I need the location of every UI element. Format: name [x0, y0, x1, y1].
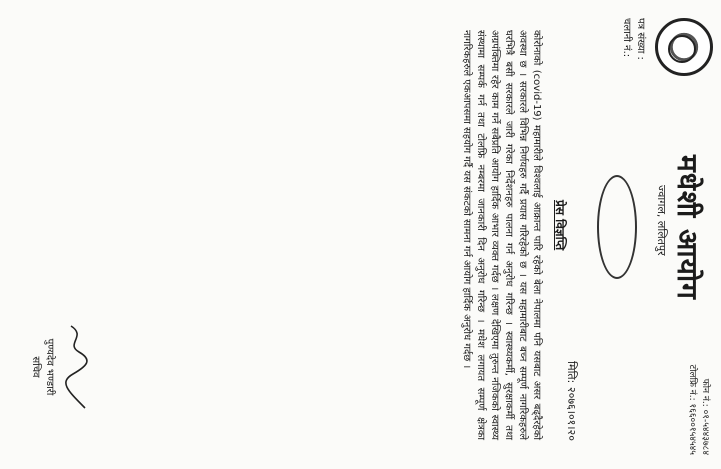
- office-stamp: [597, 175, 637, 279]
- letter-body: कोरोनाको (covid-19) महामारीले विश्वलाई आक्रान्त पारि रहेको बेला नेपालमा पनि यसबाट असर बढ्दैरहेको अवस्था छ । सरकारले विभिन्न निर्णयहरु गर्दै प्रयास गरिरहेको छ । यस महामारीबाट बच्न सम्पूर्ण नागरिकहरुले घरभित्रै बसी सरकारले जारी गरेका निर्देशनहरु पालना गर्न अनुरोध गरिन्छ । स्वास्थ्यकर्मी, सुरक्षाकर्मी तथा अग्रपंक्तिमा रहेर काम गर्ने सबैप्रति आयोग हार्दिक आभार व्यक्त गर्दछ । लक्षण देखिएमा तुरुन्त नजिकको स्वास्थ्य संस्थामा सम्पर्क गर्न तथा टोलफ्रि नम्बरमा जानकारी दिन अनुरोध गरिन्छ । मधेश लगायत सम्पूर्ण क्षेत्रका नागरिकहरुले एकआपसमा सहयोग गर्दै यस संकटको सामना गर्न आयोग हार्दिक अनुरोध गर्दछ ।: [461, 30, 542, 440]
- ref-patra: पत्र संख्या :: [635, 18, 646, 60]
- contact-block: [685, 365, 711, 455]
- signatory-role: सचिव: [30, 356, 41, 378]
- letter-heading: प्रेस विज्ञप्ति: [553, 200, 567, 251]
- signature-scrawl: [63, 322, 91, 412]
- emblem-inner: [668, 35, 696, 63]
- reference-block: [619, 18, 647, 60]
- phone-number: फोन नं.: ०१-५४४३७८४: [700, 378, 710, 455]
- org-title: मधेशी आयोग: [671, 155, 704, 300]
- letter-date: मिति: २०७६।०१।२०: [565, 361, 578, 441]
- org-address: ज्वागल, ललितपुर: [655, 185, 668, 256]
- emblem-logo: [655, 18, 713, 76]
- tollfree-number: टोलफ्रि नं.: १६६००१५४५४५: [687, 364, 697, 455]
- signatory-name: पुण्यदेव भण्डारी: [44, 338, 55, 396]
- signature-block: [30, 307, 91, 427]
- ref-chalani: चलानी नं.:: [621, 18, 632, 58]
